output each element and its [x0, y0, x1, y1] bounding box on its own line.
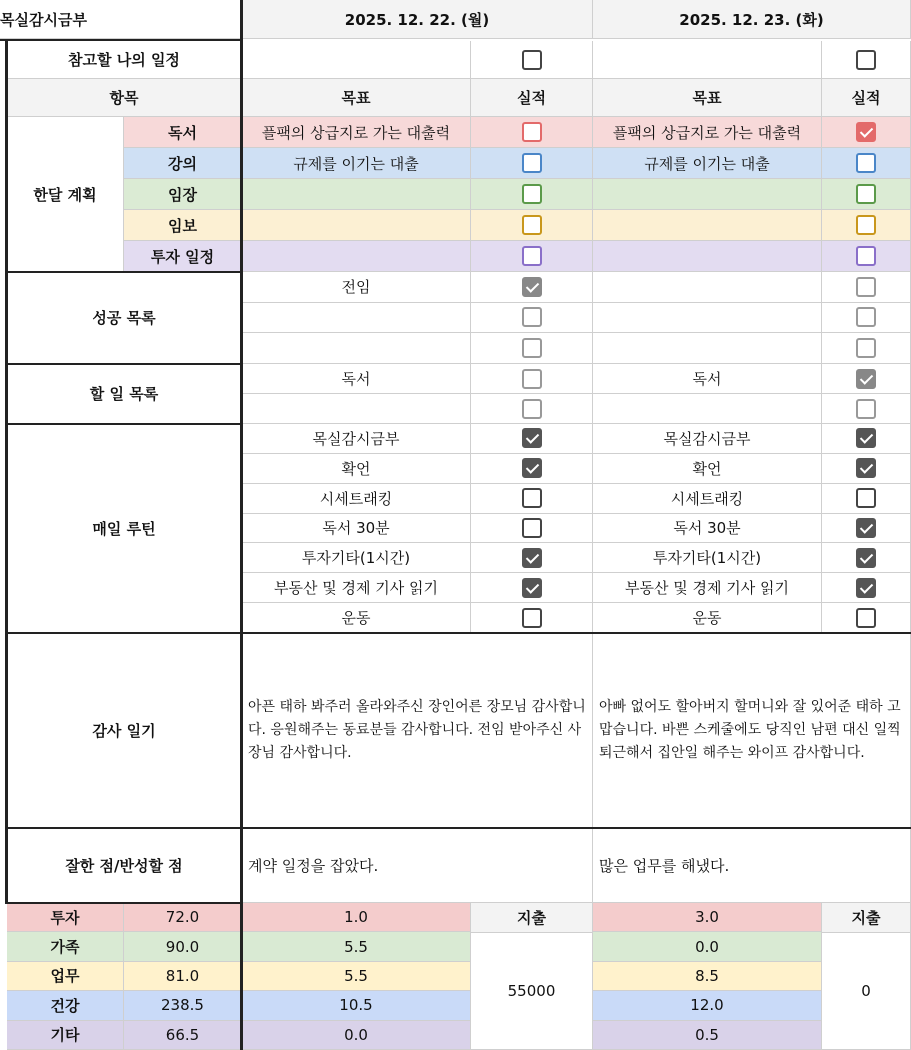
checkbox[interactable]: [856, 184, 876, 204]
checkbox[interactable]: [856, 399, 876, 419]
day2-routine-goal[interactable]: 목실감시금부: [593, 424, 822, 454]
checked-checkbox[interactable]: [522, 458, 542, 478]
daily-routine-label: 매일 루틴: [7, 424, 242, 633]
border-line: [5, 39, 8, 903]
day2-routine-result[interactable]: [822, 603, 911, 633]
reflection-label: 잘한 점/반성할 점: [7, 828, 242, 903]
day1-success-goal[interactable]: 전임: [242, 272, 471, 303]
day2-routine-result[interactable]: [822, 454, 911, 484]
day1-todo-goal[interactable]: 독서: [242, 364, 471, 394]
summary-total: 90.0: [124, 932, 242, 961]
day2-success-goal[interactable]: [593, 272, 822, 303]
checked-checkbox[interactable]: [522, 428, 542, 448]
checked-checkbox[interactable]: [522, 277, 542, 297]
day1-gratitude-text[interactable]: 아픈 태하 봐주러 올라와주신 장인어른 장모님 감사합니다. 응원해주는 동료분들 감사합니다. 전임 받아주신 사장님 감사합니다.: [242, 633, 593, 828]
day2-goal-header: 목표: [593, 79, 822, 117]
todo-list-label: 할 일 목록: [7, 364, 242, 424]
day1-success-result[interactable]: [471, 272, 593, 303]
border-line: [5, 423, 242, 425]
day2-routine-result[interactable]: [822, 543, 911, 573]
checkbox[interactable]: [522, 215, 542, 235]
summary-total: 66.5: [124, 1021, 242, 1050]
checkbox[interactable]: [856, 488, 876, 508]
checkbox[interactable]: [522, 184, 542, 204]
day1-summary-hours[interactable]: 5.5: [242, 932, 471, 961]
monthly-item-label: 투자 일정: [124, 241, 242, 272]
day1-routine-goal[interactable]: 시세트래킹: [242, 484, 471, 514]
day1-spend-value[interactable]: 55000: [471, 933, 593, 1050]
day1-routine-result[interactable]: [471, 454, 593, 484]
day1-spend-header: 지출: [471, 903, 593, 933]
border-line: [5, 632, 911, 634]
day2-monthly-result[interactable]: [822, 179, 911, 210]
checked-checkbox[interactable]: [856, 548, 876, 568]
day2-summary-hours[interactable]: 8.5: [593, 962, 822, 991]
day1-routine-result[interactable]: [471, 573, 593, 603]
day2-routine-goal[interactable]: 독서 30분: [593, 514, 822, 544]
day1-success-goal[interactable]: [242, 303, 471, 334]
day2-routine-goal[interactable]: 운동: [593, 603, 822, 633]
day1-success-result[interactable]: [471, 303, 593, 334]
border-line: [0, 39, 242, 41]
monthly-item-label: 임장: [124, 179, 242, 210]
checkbox[interactable]: [522, 608, 542, 628]
day2-monthly-result[interactable]: [822, 117, 911, 148]
day1-monthly-result[interactable]: [471, 210, 593, 241]
day1-todo-goal[interactable]: [242, 394, 471, 424]
day2-routine-result[interactable]: [822, 484, 911, 514]
checkbox[interactable]: [522, 307, 542, 327]
day2-summary-hours[interactable]: 0.5: [593, 1021, 822, 1050]
border-line: [5, 902, 242, 904]
day2-monthly-result[interactable]: [822, 241, 911, 272]
day1-monthly-result[interactable]: [471, 148, 593, 179]
summary-total: 72.0: [124, 903, 242, 932]
day1-date-header[interactable]: 2025. 12. 22. (월): [242, 0, 593, 39]
day1-summary-hours[interactable]: 1.0: [242, 903, 471, 932]
day1-routine-goal[interactable]: 부동산 및 경제 기사 읽기: [242, 573, 471, 603]
day2-monthly-goal[interactable]: [593, 179, 822, 210]
day1-routine-result[interactable]: [471, 424, 593, 454]
summary-category-label: 가족: [7, 932, 124, 961]
checkbox[interactable]: [856, 153, 876, 173]
checkbox[interactable]: [522, 122, 542, 142]
checkbox[interactable]: [856, 50, 876, 70]
checkbox[interactable]: [856, 246, 876, 266]
day1-summary-hours[interactable]: 5.5: [242, 962, 471, 991]
checked-checkbox[interactable]: [856, 518, 876, 538]
day2-routine-goal[interactable]: 투자기타(1시간): [593, 543, 822, 573]
day1-routine-goal[interactable]: 독서 30분: [242, 514, 471, 544]
gratitude-diary-label: 감사 일기: [7, 633, 242, 828]
checked-checkbox[interactable]: [522, 578, 542, 598]
checkbox[interactable]: [856, 307, 876, 327]
day1-monthly-goal[interactable]: [242, 241, 471, 272]
day1-routine-result[interactable]: [471, 543, 593, 573]
checkbox[interactable]: [522, 153, 542, 173]
day1-schedule-result[interactable]: [471, 41, 593, 79]
checkbox[interactable]: [856, 338, 876, 358]
day2-result-header: 실적: [822, 79, 911, 117]
day2-schedule-goal[interactable]: [593, 41, 822, 79]
day1-monthly-result[interactable]: [471, 179, 593, 210]
day1-routine-result[interactable]: [471, 484, 593, 514]
checkbox[interactable]: [856, 215, 876, 235]
day2-spend-value[interactable]: 0: [822, 933, 911, 1050]
day2-success-goal[interactable]: [593, 333, 822, 364]
success-list-label: 성공 목록: [7, 272, 242, 364]
border-line: [5, 271, 242, 273]
day1-routine-goal[interactable]: 확언: [242, 454, 471, 484]
day2-reflection-text[interactable]: 많은 업무를 해냈다.: [593, 828, 911, 903]
checkbox[interactable]: [522, 246, 542, 266]
monthly-item-label: 독서: [124, 117, 242, 148]
day2-routine-goal[interactable]: 시세트래킹: [593, 484, 822, 514]
day2-schedule-result[interactable]: [822, 41, 911, 79]
checkbox[interactable]: [522, 399, 542, 419]
border-line: [240, 0, 243, 1050]
day1-summary-hours[interactable]: 0.0: [242, 1021, 471, 1050]
day1-monthly-goal[interactable]: 플팩의 상급지로 가는 대출력: [242, 117, 471, 148]
day2-monthly-goal[interactable]: 플팩의 상급지로 가는 대출력: [593, 117, 822, 148]
day2-todo-result[interactable]: [822, 364, 911, 394]
border-line: [5, 827, 911, 829]
checked-checkbox[interactable]: [856, 122, 876, 142]
day2-monthly-goal[interactable]: 규제를 이기는 대출: [593, 148, 822, 179]
monthly-item-label: 임보: [124, 210, 242, 241]
checkbox[interactable]: [522, 369, 542, 389]
day1-monthly-result[interactable]: [471, 241, 593, 272]
checked-checkbox[interactable]: [856, 458, 876, 478]
day1-schedule-goal[interactable]: [242, 41, 471, 79]
day2-routine-result[interactable]: [822, 424, 911, 454]
day2-success-result[interactable]: [822, 272, 911, 303]
day2-todo-goal[interactable]: 독서: [593, 364, 822, 394]
day1-success-goal[interactable]: [242, 333, 471, 364]
day2-todo-goal[interactable]: [593, 394, 822, 424]
day1-monthly-result[interactable]: [471, 117, 593, 148]
day2-success-result[interactable]: [822, 333, 911, 364]
summary-category-label: 투자: [7, 903, 124, 932]
day2-routine-goal[interactable]: 부동산 및 경제 기사 읽기: [593, 573, 822, 603]
day2-gratitude-text[interactable]: 아빠 없어도 할아버지 할머니와 잘 있어준 태하 고맙습니다. 바쁜 스케줄에도 당직인 남편 대신 일찍퇴근해서 집안일 해주는 와이프 감사합니다.: [593, 633, 911, 828]
checkbox[interactable]: [522, 518, 542, 538]
day1-todo-result[interactable]: [471, 364, 593, 394]
day2-monthly-result[interactable]: [822, 210, 911, 241]
summary-total: 238.5: [124, 991, 242, 1020]
day1-routine-goal[interactable]: 투자기타(1시간): [242, 543, 471, 573]
day1-todo-result[interactable]: [471, 394, 593, 424]
monthly-plan-label: 한달 계획: [7, 117, 124, 272]
day2-monthly-goal[interactable]: [593, 241, 822, 272]
day1-reflection-text[interactable]: 계약 일정을 잡았다.: [242, 828, 593, 903]
day1-routine-goal[interactable]: 목실감시금부: [242, 424, 471, 454]
checkbox[interactable]: [856, 608, 876, 628]
schedule-label: 참고할 나의 일정: [7, 41, 242, 79]
day1-routine-result[interactable]: [471, 514, 593, 544]
day1-success-result[interactable]: [471, 333, 593, 364]
day1-routine-goal[interactable]: 운동: [242, 603, 471, 633]
checked-checkbox[interactable]: [856, 428, 876, 448]
day2-routine-goal[interactable]: 확언: [593, 454, 822, 484]
day1-monthly-goal[interactable]: 규제를 이기는 대출: [242, 148, 471, 179]
day2-todo-result[interactable]: [822, 394, 911, 424]
day1-result-header: 실적: [471, 79, 593, 117]
summary-total: 81.0: [124, 962, 242, 991]
day2-routine-result[interactable]: [822, 573, 911, 603]
day2-success-goal[interactable]: [593, 303, 822, 334]
checked-checkbox[interactable]: [856, 578, 876, 598]
summary-category-label: 건강: [7, 991, 124, 1020]
day2-spend-header: 지출: [822, 903, 911, 933]
monthly-item-label: 강의: [124, 148, 242, 179]
day2-routine-result[interactable]: [822, 514, 911, 544]
day2-date-header[interactable]: 2025. 12. 23. (화): [593, 0, 911, 39]
day1-monthly-goal[interactable]: [242, 179, 471, 210]
day2-summary-hours[interactable]: 3.0: [593, 903, 822, 932]
day2-summary-hours[interactable]: 12.0: [593, 991, 822, 1020]
day1-routine-result[interactable]: [471, 603, 593, 633]
checkbox[interactable]: [522, 50, 542, 70]
summary-category-label: 업무: [7, 962, 124, 991]
checkbox[interactable]: [522, 488, 542, 508]
checkbox[interactable]: [522, 338, 542, 358]
day1-summary-hours[interactable]: 10.5: [242, 991, 471, 1020]
day2-success-result[interactable]: [822, 303, 911, 334]
checked-checkbox[interactable]: [856, 369, 876, 389]
border-line: [5, 363, 242, 365]
day1-monthly-goal[interactable]: [242, 210, 471, 241]
item-column-header: 항목: [7, 79, 242, 117]
checkbox[interactable]: [856, 277, 876, 297]
day2-summary-hours[interactable]: 0.0: [593, 932, 822, 961]
summary-category-label: 기타: [7, 1021, 124, 1050]
checked-checkbox[interactable]: [522, 548, 542, 568]
sheet-title: 목실감시금부: [0, 0, 242, 39]
day2-monthly-goal[interactable]: [593, 210, 822, 241]
day1-goal-header: 목표: [242, 79, 471, 117]
day2-monthly-result[interactable]: [822, 148, 911, 179]
